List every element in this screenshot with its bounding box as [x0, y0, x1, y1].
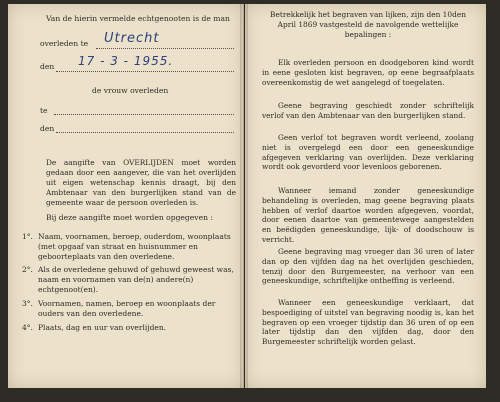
law-header: Betrekkelijk het begraven van lijken, zijn den 10den April 1869 vastgesteld de navolgende wettelijke bepalingen : — [270, 10, 466, 39]
wife-place-label: te — [40, 106, 48, 115]
item-text: Plaats, dag en uur van overlijden. — [38, 323, 167, 332]
item-number: 3°. — [22, 299, 33, 308]
law-paragraph: Wanneer iemand zonder geneeskundige behandeling is overleden, mag geene begraving plaats hebben of verlof daartoe worden afgegeven, voordat, door eenen daartoe van gemeentewege aangestelden en beëdigden geneeskundige, lijk- of doodschouw is verricht. — [262, 186, 474, 244]
item-text: Naam, voornamen, beroep, ouderdom, woonplaats (met opgaaf van straat en huisnummer en geboorteplaats van den overledene. — [38, 232, 231, 261]
list-item — [22, 323, 238, 333]
list-intro: Bij deze aangifte moet worden opgegeven : — [46, 213, 213, 222]
place-line — [96, 48, 234, 49]
list-item — [22, 265, 238, 295]
book-spine — [240, 4, 248, 388]
wife-label: de vrouw overleden — [92, 86, 169, 95]
wife-place-line — [54, 114, 234, 115]
wife-date-line — [56, 132, 234, 133]
date-label: den — [40, 62, 55, 71]
item-number: 1°. — [22, 232, 33, 241]
item-number: 4°. — [22, 323, 33, 332]
law-paragraph: Geene begraving geschiedt zonder schriftelijk verlof van den Ambtenaar van den burgerlijken stand. — [262, 101, 474, 120]
item-text: Als de overledene gehuwd of gehuwd geweest was, naam en voornamen van de(n) andere(n) echtgenoot(en). — [38, 265, 234, 294]
wife-date-label: den — [40, 124, 55, 133]
item-number: 2°. — [22, 265, 33, 274]
overleden-label: overleden te — [40, 39, 89, 48]
notice-paragraph: De aangifte van OVERLIJDEN moet worden gedaan door een aangever, die van het overlijden uit eigen wetenschap kennis draagt, bij den Ambtenaar van den burgerlijken stand van de gemeente waar de persoon overleden is. — [46, 158, 236, 207]
law-paragraph: Geene begraving mag vroeger dan 36 uren of later dan op den vijfden dag na het overlijden geschieden, tenzij door den Burgemeester, na verhoor van een geneeskundige, schriftelijke ontheffing is verleend. — [262, 247, 474, 286]
list-item — [22, 299, 238, 319]
law-paragraph: Wanneer een geneeskundige verklaart, dat bespoediging of uitstel van begraving noodig is, kan het begraven op een vroeger tijdstip dan 36 uren of op een later tijdstip dan den vijfden dag, door den Burgemeester schriftelijk worden gelast. — [262, 298, 474, 347]
law-paragraph: Geen verlof tot begraven wordt verleend, zoolang niet is overgelegd een door een geneeskundige afgegeven verklaring van overlijden. Deze verklaring wordt ook gevorderd voor levenloos geborenen. — [262, 133, 474, 172]
law-paragraph: Elk overleden persoon en doodgeboren kind wordt in eene gesloten kist begraven, op eene begraafplaats overeenkomstig de wet aangelegd of toegelaten. — [262, 58, 474, 87]
list-item — [22, 232, 238, 262]
death-place-handwritten: Utrecht — [104, 31, 160, 46]
date-line — [56, 71, 234, 72]
husband-statement: Van de hierin vermelde echtgenooten is de man — [46, 14, 230, 23]
death-date-handwritten: 17 - 3 - 1955. — [78, 54, 174, 68]
item-text: Voornamen, namen, beroep en woonplaats der ouders van den overledene. — [38, 299, 216, 318]
